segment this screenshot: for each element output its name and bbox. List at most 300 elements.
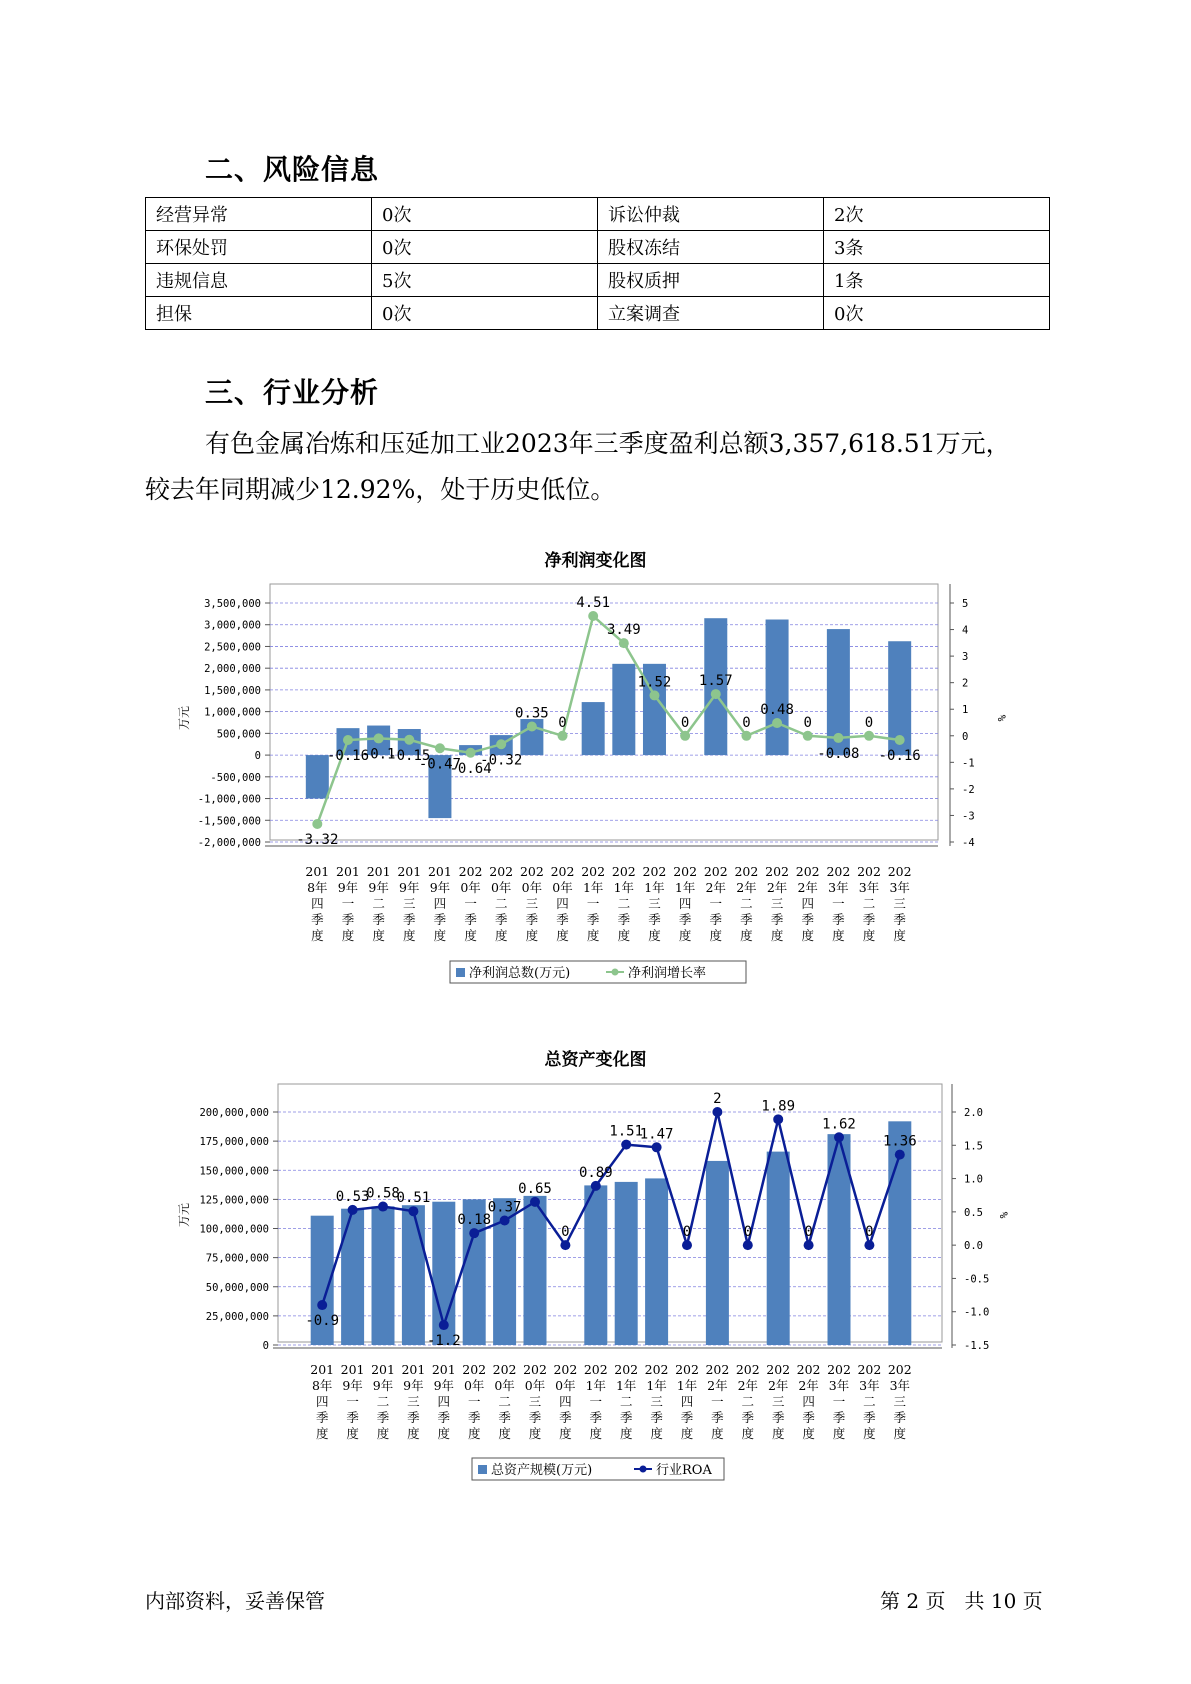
data-label: 1.36 xyxy=(882,1133,917,1150)
x-tick-label: 季 xyxy=(862,912,876,927)
legend-label-line: 行业ROA xyxy=(656,1463,712,1478)
x-tick-label: 201 xyxy=(305,864,330,879)
x-tick-label: 度 xyxy=(770,928,784,943)
series-point xyxy=(895,1150,905,1160)
x-tick-label: 度 xyxy=(346,1426,359,1441)
y2-tick-label: -2 xyxy=(962,783,975,796)
data-label: 0 xyxy=(803,714,812,731)
x-tick-label: 1年 xyxy=(613,880,635,895)
series-point xyxy=(588,611,598,621)
x-tick-label: 8年 xyxy=(307,880,328,895)
risk-item-label: 担保 xyxy=(146,297,372,330)
series-point xyxy=(680,731,690,741)
x-tick-label: 三 xyxy=(407,1394,420,1409)
y-tick-label: 25,000,000 xyxy=(205,1310,269,1323)
x-tick-label: 一 xyxy=(341,896,355,911)
bar xyxy=(341,1209,364,1345)
series-point xyxy=(527,721,537,731)
x-tick-label: 一 xyxy=(464,896,477,911)
bar xyxy=(615,1182,638,1345)
x-tick-label: 季 xyxy=(801,912,814,927)
x-tick-label: 度 xyxy=(709,928,723,943)
x-tick-label: 季 xyxy=(494,912,508,927)
x-tick-label: 202 xyxy=(523,1362,547,1377)
x-tick-label: 度 xyxy=(832,1426,846,1441)
section-title-industry: 三、行业分析 xyxy=(205,376,380,409)
x-tick-label: 度 xyxy=(617,928,631,943)
x-tick-label: 四 xyxy=(315,1394,329,1409)
data-label: -0.64 xyxy=(449,760,492,777)
series-point xyxy=(378,1202,388,1212)
y-tick-label: -1,500,000 xyxy=(197,815,261,828)
x-tick-label: 二 xyxy=(740,896,753,911)
y-tick-label: 1,000,000 xyxy=(204,706,261,719)
x-tick-label: 0年 xyxy=(463,1378,485,1393)
x-tick-label: 201 xyxy=(431,1362,456,1377)
bar xyxy=(706,1161,729,1345)
bar xyxy=(306,755,329,798)
x-tick-label: 一 xyxy=(832,1394,846,1409)
series-point xyxy=(895,735,905,745)
data-label: 1.62 xyxy=(822,1116,856,1133)
x-tick-label: 度 xyxy=(771,1426,785,1441)
legend-label-bars: 总资产规模(万元) xyxy=(491,1463,593,1478)
data-label: 0.37 xyxy=(487,1199,522,1216)
x-tick-label: 季 xyxy=(433,912,447,927)
x-tick-label: 二 xyxy=(498,1394,511,1409)
x-tick-label: 202 xyxy=(675,1362,699,1377)
x-tick-label: 季 xyxy=(346,1410,359,1425)
data-label: 0 xyxy=(865,1224,874,1241)
y-axis-title: 万元 xyxy=(177,705,191,731)
x-tick-label: 9年 xyxy=(429,880,451,895)
x-tick-label: 度 xyxy=(586,928,600,943)
x-tick-label: 度 xyxy=(619,1426,633,1441)
y-tick-label: 175,000,000 xyxy=(199,1136,269,1149)
y-tick-label: 1,500,000 xyxy=(204,684,261,697)
x-tick-label: 9年 xyxy=(403,1378,424,1393)
x-tick-label: 202 xyxy=(734,864,759,879)
y-tick-label: 500,000 xyxy=(216,728,261,741)
x-tick-label: 度 xyxy=(678,928,692,943)
x-tick-label: 度 xyxy=(528,1426,542,1441)
data-label: 1.57 xyxy=(698,673,733,690)
bar xyxy=(645,1178,668,1345)
x-tick-label: 202 xyxy=(826,864,851,879)
x-tick-label: 季 xyxy=(711,1410,724,1425)
y2-axis-title: % xyxy=(997,1211,1010,1219)
legend-label-line: 净利润增长率 xyxy=(628,966,707,981)
total-assets-chart xyxy=(0,1070,1191,1520)
legend-swatch-dot xyxy=(640,1466,647,1473)
x-tick-label: 季 xyxy=(680,1410,694,1425)
legend-label-bars: 净利润总数(万元) xyxy=(469,966,571,981)
y2-tick-label: 3 xyxy=(962,651,969,664)
series-point xyxy=(317,1300,327,1310)
data-label: 0.18 xyxy=(457,1212,492,1229)
risk-item-label: 违规信息 xyxy=(146,264,372,297)
x-tick-label: 季 xyxy=(311,912,324,927)
x-tick-label: 季 xyxy=(376,1410,390,1425)
data-label: 0.53 xyxy=(335,1188,370,1205)
x-tick-label: 度 xyxy=(556,928,569,943)
x-tick-label: 一 xyxy=(589,1394,603,1409)
x-tick-label: 季 xyxy=(464,912,477,927)
x-tick-label: 度 xyxy=(376,1426,390,1441)
y-tick-label: 150,000,000 xyxy=(199,1165,269,1178)
series-point xyxy=(591,1181,601,1191)
data-label: 0 xyxy=(561,1224,570,1241)
x-tick-label: 一 xyxy=(346,1394,359,1409)
y-tick-label: -500,000 xyxy=(210,771,261,784)
x-tick-label: 度 xyxy=(801,928,814,943)
x-tick-label: 3年 xyxy=(889,880,910,895)
x-tick-label: 202 xyxy=(705,1362,730,1377)
risk-item-value: 0次 xyxy=(372,231,598,264)
bar xyxy=(582,702,605,755)
x-tick-label: 三 xyxy=(403,896,416,911)
x-tick-label: 四 xyxy=(556,896,569,911)
x-tick-label: 度 xyxy=(341,928,355,943)
x-tick-label: 一 xyxy=(832,896,845,911)
x-tick-label: 202 xyxy=(519,864,544,879)
risk-item-label: 诉讼仲裁 xyxy=(598,198,824,231)
x-tick-label: 季 xyxy=(678,912,692,927)
series-point xyxy=(682,1240,692,1250)
x-tick-label: 2年 xyxy=(767,1378,789,1393)
risk-table-row xyxy=(146,198,1050,231)
data-label: 0 xyxy=(804,1224,813,1241)
x-tick-label: 202 xyxy=(458,864,483,879)
x-tick-label: 季 xyxy=(559,1410,572,1425)
risk-table-row xyxy=(146,264,1050,297)
x-tick-label: 9年 xyxy=(399,880,420,895)
data-label: 0 xyxy=(864,714,874,731)
x-tick-label: 四 xyxy=(801,896,814,911)
x-tick-label: 季 xyxy=(372,912,385,927)
series-point xyxy=(833,733,843,743)
y-tick-label: 200,000,000 xyxy=(199,1107,269,1119)
x-tick-label: 季 xyxy=(832,912,845,927)
series-point xyxy=(312,819,322,829)
series-point xyxy=(621,1140,631,1150)
x-tick-label: 季 xyxy=(498,1410,511,1425)
x-tick-label: 季 xyxy=(650,1410,663,1425)
series-point xyxy=(466,748,476,758)
data-label: 1.47 xyxy=(639,1126,674,1143)
x-tick-label: 202 xyxy=(642,864,667,879)
x-tick-label: 3年 xyxy=(828,1378,850,1393)
x-tick-label: 度 xyxy=(741,1426,755,1441)
x-tick-label: 3年 xyxy=(889,1378,911,1393)
data-label: -0.08 xyxy=(817,745,860,762)
bar xyxy=(524,1196,547,1345)
x-tick-label: 202 xyxy=(553,1362,578,1377)
series-point xyxy=(773,1114,783,1124)
data-label: 2 xyxy=(713,1091,722,1107)
data-label: 1.52 xyxy=(637,674,672,691)
x-tick-label: 季 xyxy=(617,912,631,927)
x-tick-label: 度 xyxy=(407,1426,420,1441)
x-tick-label: 三 xyxy=(771,1394,785,1409)
x-tick-label: 一 xyxy=(586,896,600,911)
x-tick-label: 四 xyxy=(680,1394,694,1409)
analysis-paragraph xyxy=(145,421,1050,513)
x-tick-label: 四 xyxy=(678,896,692,911)
data-label: 0.65 xyxy=(518,1180,552,1197)
risk-item-value: 0次 xyxy=(372,198,598,231)
x-tick-label: 三 xyxy=(525,896,539,911)
y-tick-label: 125,000,000 xyxy=(199,1194,269,1207)
x-tick-label: 9年 xyxy=(372,1378,394,1393)
x-tick-label: 三 xyxy=(648,896,661,911)
y2-tick-label: -3 xyxy=(962,810,975,823)
x-tick-label: 二 xyxy=(619,1394,633,1409)
x-tick-label: 2年 xyxy=(766,880,788,895)
x-tick-label: 9年 xyxy=(342,1378,363,1393)
x-tick-label: 度 xyxy=(559,1426,572,1441)
series-point xyxy=(439,1320,449,1330)
x-tick-label: 季 xyxy=(341,912,355,927)
x-tick-label: 度 xyxy=(403,928,416,943)
x-tick-label: 二 xyxy=(863,1394,876,1409)
chart-legend xyxy=(450,961,746,983)
x-tick-label: 2年 xyxy=(797,880,818,895)
data-label: 0 xyxy=(742,714,751,731)
x-tick-label: 201 xyxy=(401,1362,426,1377)
x-tick-label: 1年 xyxy=(582,880,604,895)
bar xyxy=(372,1206,395,1345)
series-point xyxy=(374,733,384,743)
x-tick-label: 3年 xyxy=(859,1378,880,1393)
bar xyxy=(767,1152,790,1345)
x-tick-label: 季 xyxy=(407,1410,420,1425)
bar xyxy=(402,1205,425,1345)
data-label: -1.2 xyxy=(426,1333,461,1350)
x-tick-label: 度 xyxy=(311,928,324,943)
x-tick-label: 度 xyxy=(498,1426,511,1441)
x-tick-label: 202 xyxy=(765,864,790,879)
y-tick-label: 3,000,000 xyxy=(204,619,261,632)
x-tick-label: 1年 xyxy=(676,1378,698,1393)
x-tick-label: 202 xyxy=(887,1362,912,1377)
data-label: -0.1 xyxy=(361,746,396,763)
series-point xyxy=(803,731,813,741)
x-tick-label: 0年 xyxy=(555,1378,576,1393)
data-label: -0.47 xyxy=(418,756,462,773)
x-tick-label: 2年 xyxy=(798,1378,819,1393)
x-tick-label: 季 xyxy=(403,912,416,927)
x-tick-label: 季 xyxy=(832,1410,846,1425)
bar xyxy=(612,664,635,755)
series-point xyxy=(435,743,445,753)
series-point xyxy=(469,1228,479,1238)
x-tick-label: 0年 xyxy=(524,1378,546,1393)
x-tick-label: 202 xyxy=(796,1362,821,1377)
x-tick-label: 202 xyxy=(703,864,728,879)
series-point xyxy=(711,689,721,699)
x-tick-label: 2年 xyxy=(737,1378,759,1393)
risk-table-row xyxy=(146,231,1050,264)
x-tick-label: 度 xyxy=(740,928,753,943)
x-tick-label: 1年 xyxy=(615,1378,637,1393)
x-tick-label: 202 xyxy=(614,1362,639,1377)
x-tick-label: 季 xyxy=(709,912,723,927)
bar xyxy=(584,1185,607,1345)
x-tick-label: 度 xyxy=(893,1426,907,1441)
x-tick-label: 度 xyxy=(893,928,906,943)
x-tick-label: 季 xyxy=(556,912,569,927)
x-tick-label: 一 xyxy=(711,1394,724,1409)
legend-swatch-dot xyxy=(612,969,619,976)
x-tick-label: 201 xyxy=(366,864,391,879)
y-tick-label: -1,000,000 xyxy=(197,793,261,806)
x-tick-label: 202 xyxy=(857,1362,882,1377)
y2-tick-label: -4 xyxy=(962,837,975,849)
x-tick-label: 1年 xyxy=(646,1378,667,1393)
x-tick-label: 度 xyxy=(464,928,477,943)
x-tick-label: 度 xyxy=(525,928,539,943)
risk-item-label: 股权质押 xyxy=(598,264,824,297)
risk-item-label: 经营异常 xyxy=(146,198,372,231)
data-label: 1.89 xyxy=(761,1098,796,1115)
data-label: 3.49 xyxy=(606,622,641,639)
x-tick-label: 度 xyxy=(372,928,385,943)
series-point xyxy=(864,731,874,741)
x-tick-label: 202 xyxy=(644,1362,669,1377)
series-point xyxy=(500,1216,510,1226)
x-tick-label: 9年 xyxy=(433,1378,455,1393)
x-tick-label: 度 xyxy=(467,1426,481,1441)
data-label: -0.15 xyxy=(388,747,431,764)
series-point xyxy=(649,690,659,700)
series-point xyxy=(652,1142,662,1152)
x-tick-label: 三 xyxy=(893,896,906,911)
x-tick-label: 度 xyxy=(802,1426,815,1441)
data-label: -0.16 xyxy=(878,748,921,765)
data-label: -3.32 xyxy=(296,831,339,848)
x-tick-label: 度 xyxy=(832,928,845,943)
x-tick-label: 3年 xyxy=(828,880,849,895)
y2-tick-label: 2.0 xyxy=(964,1107,983,1119)
y2-axis-title: % xyxy=(995,714,1008,722)
y2-tick-label: 5 xyxy=(962,598,969,610)
y2-tick-label: 0.5 xyxy=(964,1206,983,1219)
x-tick-label: 202 xyxy=(673,864,698,879)
y2-tick-label: 4 xyxy=(962,624,969,637)
y2-tick-label: -1 xyxy=(962,757,975,770)
data-label: 0.89 xyxy=(578,1164,613,1181)
risk-item-value: 2次 xyxy=(824,198,1050,231)
series-point xyxy=(712,1107,722,1117)
series-point xyxy=(408,1206,418,1216)
x-tick-label: 四 xyxy=(433,896,447,911)
x-tick-label: 度 xyxy=(433,928,447,943)
y2-tick-label: 0.0 xyxy=(964,1240,983,1253)
y2-tick-label: -0.5 xyxy=(964,1273,990,1286)
x-tick-label: 季 xyxy=(467,1410,481,1425)
x-tick-label: 四 xyxy=(311,896,324,911)
net-profit-chart xyxy=(0,570,1191,1010)
x-tick-label: 2年 xyxy=(705,880,727,895)
footer-confidential: 内部资料，妥善保管 xyxy=(145,1589,325,1613)
analysis-line-2: 较去年同期减少12.92%，处于历史低位。 xyxy=(145,475,616,504)
data-label: 0.51 xyxy=(396,1190,431,1207)
y-tick-label: 0 xyxy=(262,1340,269,1352)
x-tick-label: 202 xyxy=(583,1362,608,1377)
x-tick-label: 度 xyxy=(437,1426,451,1441)
x-tick-label: 四 xyxy=(437,1394,451,1409)
y-tick-label: 3,500,000 xyxy=(204,598,261,610)
x-tick-label: 1年 xyxy=(585,1378,607,1393)
risk-item-value: 0次 xyxy=(824,297,1050,330)
x-tick-label: 二 xyxy=(376,1394,390,1409)
y2-tick-label: 1.5 xyxy=(964,1140,983,1153)
risk-item-label: 股权冻结 xyxy=(598,231,824,264)
series-line xyxy=(317,616,899,824)
series-point xyxy=(404,735,414,745)
x-tick-label: 1年 xyxy=(644,880,665,895)
chart-legend xyxy=(472,1458,724,1480)
y-tick-label: 0 xyxy=(254,750,261,763)
x-tick-label: 二 xyxy=(494,896,508,911)
x-tick-label: 202 xyxy=(492,1362,517,1377)
x-tick-label: 9年 xyxy=(368,880,389,895)
y-tick-label: 2,500,000 xyxy=(204,641,261,654)
risk-table-row xyxy=(146,297,1050,330)
data-label: 0 xyxy=(680,714,690,731)
x-tick-label: 度 xyxy=(862,928,876,943)
x-tick-label: 三 xyxy=(650,1394,663,1409)
x-tick-label: 0年 xyxy=(490,880,512,895)
y-tick-label: 2,000,000 xyxy=(204,663,261,676)
series-point xyxy=(560,1240,570,1250)
legend-swatch-bar xyxy=(478,1465,487,1474)
footer-page-number: 第 2 页 共 10 页 xyxy=(880,1589,1043,1613)
series-point xyxy=(834,1132,844,1142)
x-tick-label: 二 xyxy=(372,896,385,911)
x-tick-label: 季 xyxy=(893,1410,907,1425)
section-title-risk: 二、风险信息 xyxy=(205,153,380,186)
y2-tick-label: 1 xyxy=(962,704,969,717)
y-tick-label: 50,000,000 xyxy=(205,1281,269,1294)
x-tick-label: 季 xyxy=(619,1410,633,1425)
y-tick-label: 75,000,000 xyxy=(205,1252,269,1265)
x-tick-label: 季 xyxy=(863,1410,876,1425)
data-label: 0.58 xyxy=(366,1185,400,1202)
x-tick-label: 季 xyxy=(648,912,661,927)
y2-tick-label: 1.0 xyxy=(964,1173,983,1186)
x-tick-label: 201 xyxy=(397,864,422,879)
x-tick-label: 202 xyxy=(550,864,575,879)
data-label: 0.35 xyxy=(515,705,549,722)
x-tick-label: 二 xyxy=(862,896,876,911)
data-label: -0.16 xyxy=(326,748,370,765)
x-tick-label: 季 xyxy=(437,1410,451,1425)
x-tick-label: 202 xyxy=(581,864,606,879)
x-tick-label: 度 xyxy=(680,1426,694,1441)
x-tick-label: 季 xyxy=(589,1410,603,1425)
x-tick-label: 2年 xyxy=(736,880,757,895)
chart-title-total-assets: 总资产变化图 xyxy=(544,1050,647,1070)
y-axis-title: 万元 xyxy=(177,1202,191,1228)
x-tick-label: 度 xyxy=(648,928,661,943)
series-point xyxy=(530,1197,540,1207)
data-label: 0.48 xyxy=(760,702,794,719)
x-tick-label: 三 xyxy=(528,1394,542,1409)
data-label: 1.51 xyxy=(609,1123,644,1140)
data-label: 0 xyxy=(743,1224,753,1241)
